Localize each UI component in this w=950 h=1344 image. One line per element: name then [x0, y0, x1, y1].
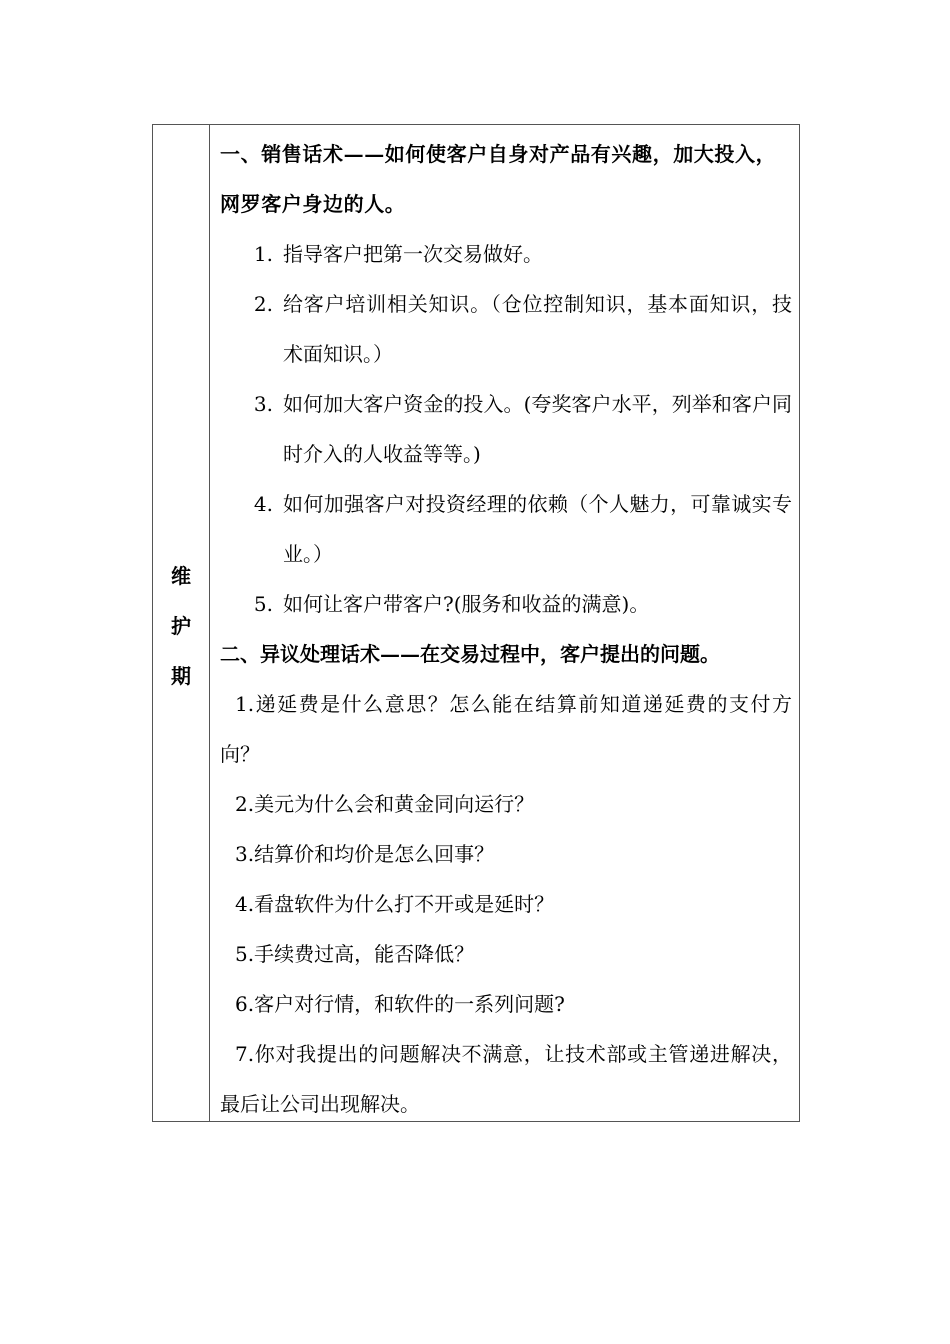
list-item-number: 4. — [253, 492, 273, 516]
question-item: 3.结算价和均价是怎么回事？ — [235, 842, 495, 866]
list-item-number: 2. — [253, 292, 273, 316]
document-table — [152, 124, 800, 1122]
phase-label-cell — [153, 125, 210, 1121]
list-item — [220, 579, 792, 629]
list-item-text: 指导客户把第一次交易做好。 — [283, 242, 543, 266]
question-item: 6.客户对行情，和软件的一系列问题? — [235, 992, 565, 1016]
list-item-text: 给客户培训相关知识。（仓位控制知识，基本面知识，技术面知识。） — [283, 292, 792, 366]
section2-heading: 二、异议处理话术——在交易过程中，客户提出的问题。 — [220, 642, 720, 666]
question-item: 2.美元为什么会和黄金同向运行？ — [235, 792, 535, 816]
content-cell — [210, 125, 799, 1121]
question-item: 1.递延费是什么意思？怎么能在结算前知道递延费的支付方向？ — [220, 692, 792, 766]
list-item-number: 1. — [253, 242, 273, 266]
phase-label-char: 护 — [171, 613, 191, 638]
question-item: 4.看盘软件为什么打不开或是延时？ — [235, 892, 555, 916]
question-item: 5.手续费过高，能否降低？ — [235, 942, 475, 966]
content-body — [220, 129, 792, 1129]
list-item-text: 如何加大客户资金的投入。(夸奖客户水平，列举和客户同时介入的人收益等等。) — [283, 392, 792, 466]
list-item — [220, 479, 792, 579]
phase-label-char: 期 — [171, 663, 191, 688]
section1-heading: 一、销售话术——如何使客户自身对产品有兴趣，加大投入，网罗客户身边的人。 — [220, 142, 777, 216]
phase-label-char: 维 — [171, 563, 191, 588]
list-item — [220, 229, 792, 279]
list-item-text: 如何让客户带客户?(服务和收益的满意)。 — [283, 592, 650, 616]
list-item-number: 3. — [253, 392, 273, 416]
list-item — [220, 279, 792, 379]
list-item-number: 5. — [253, 592, 273, 616]
list-item — [220, 379, 792, 479]
question-item: 7.你对我提出的问题解决不满意，让技术部或主管递进解决，最后让公司出现解决。 — [220, 1042, 792, 1116]
list-item-text: 如何加强客户对投资经理的依赖（个人魅力，可靠诚实专业。） — [283, 492, 792, 566]
